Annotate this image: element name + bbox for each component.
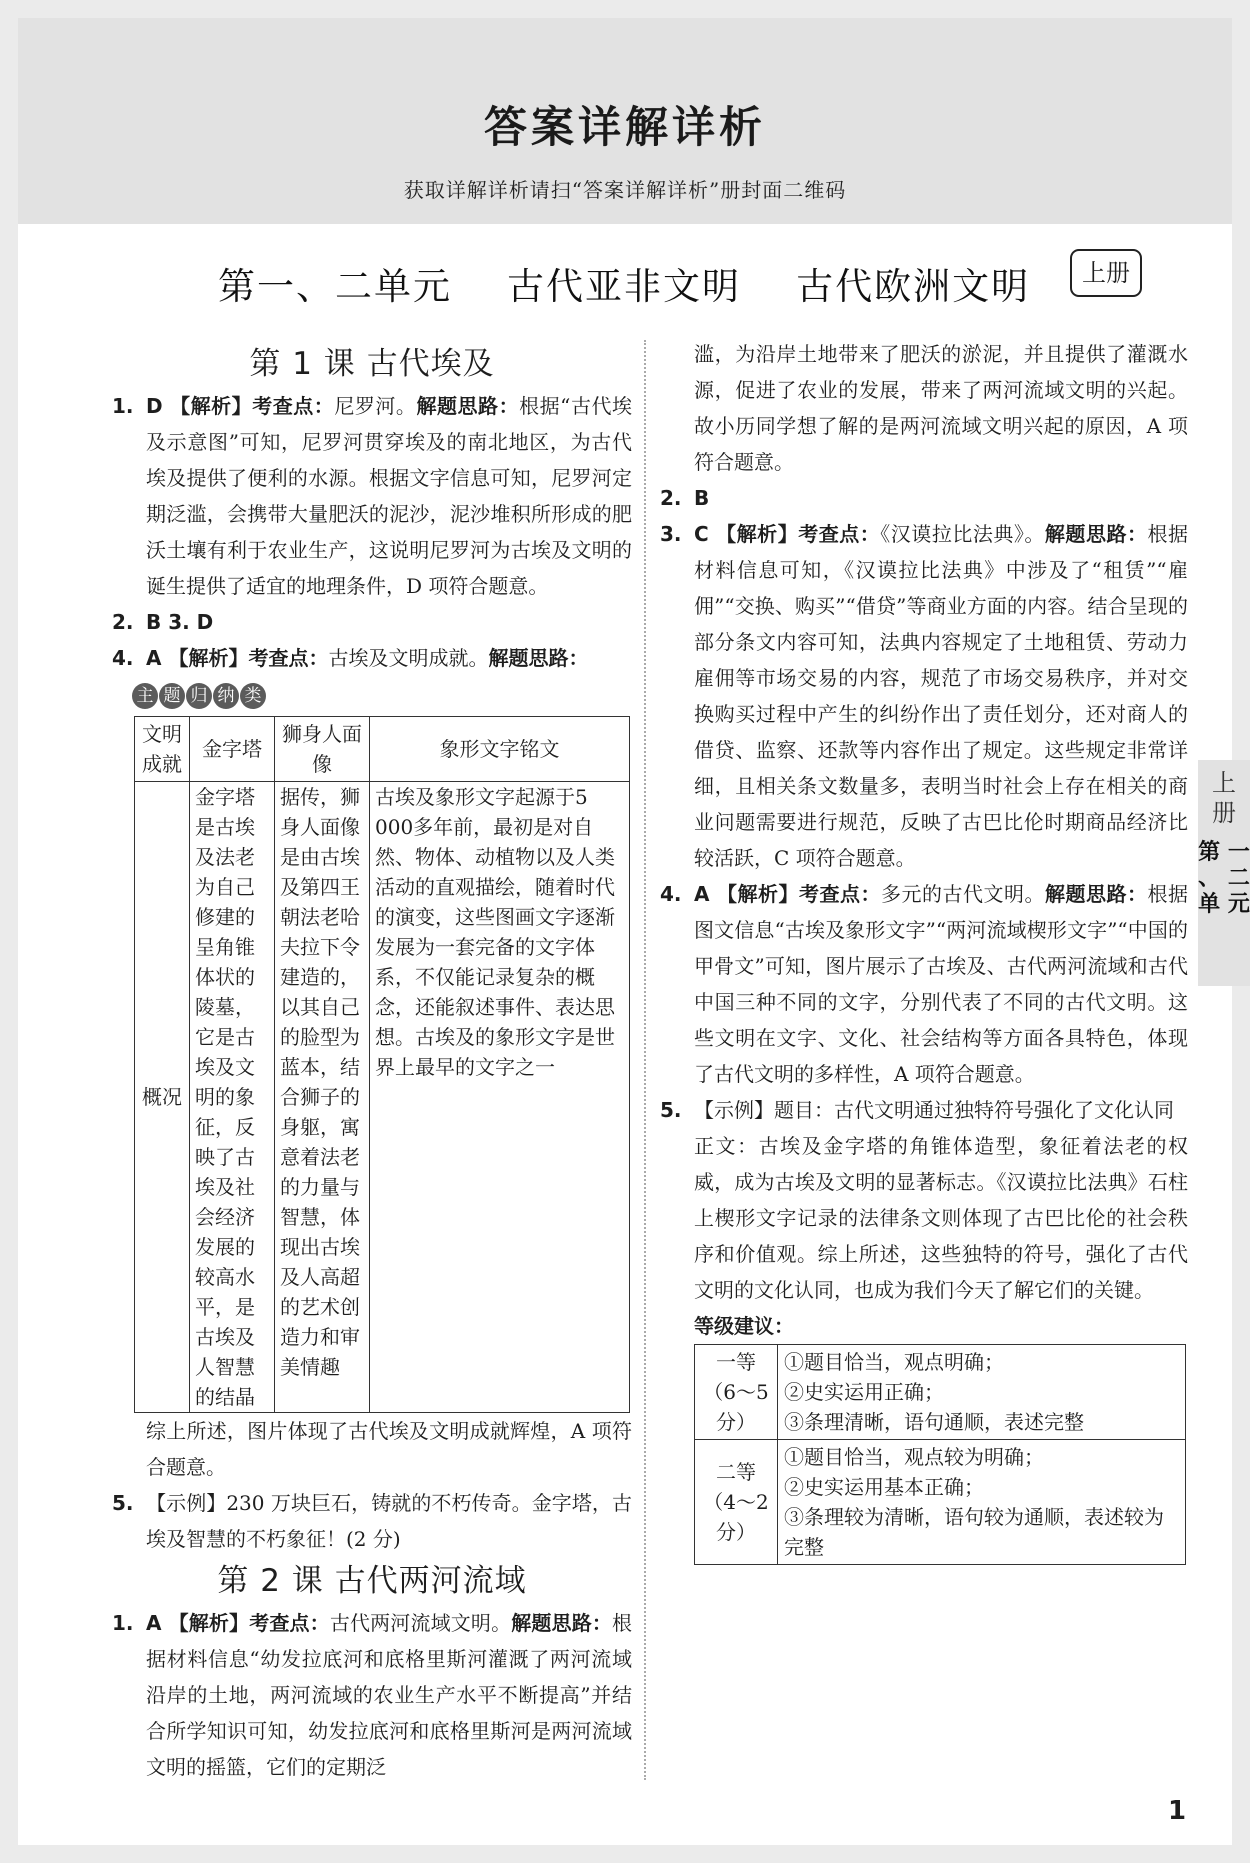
grade-table bbox=[694, 1344, 1186, 1565]
row-label: 概况 bbox=[135, 782, 190, 1413]
criteria-item: ③条理清晰，语句通顺，表述完整 bbox=[784, 1410, 1084, 1434]
side-tab-volume: 上 册 bbox=[1212, 769, 1236, 827]
table-cell: 据传，狮身人面像是由古埃及第四王朝法老哈夫拉下令建造的，以其自己的脸型为蓝本，结合狮子的身躯，寓意着法老的力量与智慧，体现出古埃及人高超的艺术创造力和审美情趣 bbox=[275, 782, 370, 1413]
solution-text: 根据“古代埃及示意图”可知，尼罗河贯穿埃及的南北地区，为古代埃及提供了便利的水源。根据文字信息可知，尼罗河定期泛滥，会携带大量肥沃的泥沙，泥沙堆积所形成的肥沃土壤有利于农业生产，这说明尼罗河为古埃及文明的诞生提供了适宜的地理条件，D 项符合题意。 bbox=[146, 394, 632, 598]
criteria-item: ①题目恰当，观点明确； bbox=[784, 1350, 1004, 1374]
exam-point: 多元的古代文明。 bbox=[880, 882, 1045, 906]
question-number: 5. bbox=[660, 1098, 682, 1122]
lesson2-q4 bbox=[660, 876, 1188, 1092]
side-tab-unit: 第 一 、 二 单 元 bbox=[1198, 840, 1250, 917]
grade-label bbox=[660, 1308, 1188, 1344]
tag-char: 归 bbox=[186, 683, 212, 709]
page-title: 答案详解详析 bbox=[484, 103, 766, 153]
criteria-item: ③条理较为清晰，语句较为通顺，表述较为完整 bbox=[784, 1505, 1164, 1559]
exam-point: 《汉谟拉比法典》。 bbox=[880, 522, 1045, 546]
grade-level: 一等 （6～5 分） bbox=[695, 1345, 778, 1440]
answer-key: A 【解析】考查点： bbox=[694, 882, 881, 906]
table-row bbox=[135, 782, 630, 1413]
tag-char: 主 bbox=[132, 683, 158, 709]
sample-answer: 【示例】230 万块巨石，铸就的不朽传奇。金字塔，古埃及智慧的不朽象征！(2 分) bbox=[146, 1491, 632, 1551]
topic-summary-tag bbox=[112, 676, 632, 716]
question-number: 1. bbox=[112, 1611, 134, 1635]
question-number: 4. bbox=[660, 882, 682, 906]
solution-label: 解题思路： bbox=[1045, 882, 1148, 906]
answer-key: A 【解析】考查点： bbox=[146, 646, 329, 670]
lesson1-q1 bbox=[112, 388, 632, 604]
question-number: 4. bbox=[112, 646, 134, 670]
answer-key: B 3. D bbox=[146, 610, 214, 634]
answer-key: B bbox=[694, 486, 710, 510]
lesson2-q1-continued: 滥，为沿岸土地带来了肥沃的淤泥，并且提供了灌溉水源，促进了农业的发展，带来了两河流域文明的兴起。故小历同学想了解的是两河流域文明兴起的原因，A 项符合题意。 bbox=[694, 342, 1188, 474]
right-column bbox=[660, 336, 1188, 1565]
answer-key: A 【解析】考查点： bbox=[146, 1611, 330, 1635]
lesson2-q3 bbox=[660, 516, 1188, 876]
volume-badge: 上册 bbox=[1070, 249, 1142, 297]
table-corner: 文明成就 bbox=[135, 717, 190, 782]
achievement-table bbox=[134, 716, 630, 1413]
question-number: 3. bbox=[660, 522, 682, 546]
solution-text: 根据材料信息可知，《汉谟拉比法典》中涉及了“租赁”“雇佣”“交换、购买”“借贷”等商业方面的内容。结合呈现的部分条文内容可知，法典内容规定了土地租赁、劳动力雇佣等市场交易的内容，规范了市场交易秩序，并对交换购买过程中产生的纠纷作出了责任划分，还对商人的借贷、监察、还款等内容作出了规定。这些规定非常详细，且相关条文数量多，表明当时社会上存在相关的商业问题需要进行规范，反映了古巴比伦时期商品经济比较活跃，C 项符合题意。 bbox=[694, 522, 1189, 870]
answer-key: D 【解析】考查点： bbox=[146, 394, 335, 418]
table-cell: 金字塔是古埃及法老为自己修建的呈角锥体状的陵墓，它是古埃及文明的象征，反映了古埃及社会经济发展的较高水平，是古埃及人智慧的结晶 bbox=[190, 782, 275, 1413]
side-tab bbox=[1198, 760, 1250, 986]
question-number: 1. bbox=[112, 394, 134, 418]
solution-label: 解题思路： bbox=[511, 1611, 613, 1635]
page-number: 1 bbox=[1168, 1796, 1187, 1826]
sample-title: 【示例】题目：古代文明通过独特符号强化了文化认同 bbox=[694, 1098, 1174, 1122]
question-number: 2. bbox=[112, 610, 134, 634]
table-header: 象形文字铭文 bbox=[370, 717, 630, 782]
lesson2-q2 bbox=[660, 480, 1188, 516]
solution-label: 解题思路： bbox=[1044, 522, 1148, 546]
grade-criteria bbox=[778, 1345, 1186, 1440]
table-row bbox=[695, 1345, 1186, 1440]
solution-label: 解题思路： bbox=[488, 646, 589, 670]
table-header: 狮身人面像 bbox=[275, 717, 370, 782]
table-header: 金字塔 bbox=[190, 717, 275, 782]
answer-key: C 【解析】考查点： bbox=[694, 522, 881, 546]
exam-point: 尼罗河。 bbox=[334, 394, 417, 418]
table-row bbox=[695, 1440, 1186, 1565]
grade-criteria bbox=[778, 1440, 1186, 1565]
question-number: 2. bbox=[660, 486, 682, 510]
page-subtitle: 获取详解详析请扫“答案详解详析”册封面二维码 bbox=[403, 178, 847, 202]
exam-point: 古代两河流域文明。 bbox=[329, 1611, 512, 1635]
lesson1-q2-q3 bbox=[112, 604, 632, 640]
tag-char: 纳 bbox=[213, 683, 239, 709]
lesson1-q4 bbox=[112, 640, 632, 676]
criteria-item: ②史实运用正确； bbox=[784, 1380, 944, 1404]
lesson2-q1 bbox=[112, 1605, 632, 1785]
column-divider bbox=[644, 340, 646, 1780]
lesson1-title: 第 1 课 古代埃及 bbox=[249, 346, 495, 382]
solution-text: 根据图文信息“古埃及象形文字”“两河流域楔形文字”“中国的甲骨文”可知，图片展示了古埃及、古代两河流域和古代中国三种不同的文字，分别代表了不同的古代文明。这些文明在文字、文化、社会结构等方面各具特色，体现了古代文明的多样性，A 项符合题意。 bbox=[694, 882, 1189, 1086]
solution-label: 解题思路： bbox=[416, 394, 520, 418]
tag-char: 类 bbox=[240, 683, 266, 709]
question-number: 5. bbox=[112, 1491, 134, 1515]
left-column bbox=[112, 344, 632, 1785]
unit-title: 第一、二单元 古代亚非文明 古代欧洲文明 bbox=[218, 265, 1031, 308]
answer-page bbox=[18, 18, 1250, 1845]
lesson1-q5 bbox=[112, 1485, 632, 1557]
criteria-item: ①题目恰当，观点较为明确； bbox=[784, 1445, 1044, 1469]
table-header-row bbox=[135, 717, 630, 782]
lesson2-title: 第 2 课 古代两河流域 bbox=[217, 1563, 527, 1599]
tag-char: 题 bbox=[159, 683, 185, 709]
grade-label-text: 等级建议： bbox=[694, 1314, 794, 1338]
grade-level: 二等 （4～2 分） bbox=[695, 1440, 778, 1565]
exam-point: 古埃及文明成就。 bbox=[328, 646, 489, 670]
solution-text: 根据材料信息“幼发拉底河和底格里斯河灌溉了两河流域沿岸的土地，两河流域的农业生产水平不断提高”并结合所学知识可知，幼发拉底河和底格里斯河是两河流域文明的摇篮，它们的定期泛 bbox=[146, 1611, 633, 1779]
q4-conclusion: 综上所述，图片体现了古代埃及文明成就辉煌，A 项符合题意。 bbox=[146, 1419, 632, 1479]
sample-body: 正文：古埃及金字塔的角锥体造型，象征着法老的权威，成为古埃及文明的显著标志。《汉谟拉比法典》石柱上楔形文字记录的法律条文则体现了古巴比伦的社会秩序和价值观。综上所述，这些独特的符号，强化了古代文明的文化认同，也成为我们今天了解它们的关键。 bbox=[694, 1134, 1188, 1302]
lesson2-q5 bbox=[660, 1092, 1188, 1128]
table-cell: 古埃及象形文字起源于5 000多年前，最初是对自然、物体、动植物以及人类活动的直观描绘，随着时代的演变，这些图画文字逐渐发展为一套完备的文字体系，不仅能记录复杂的概念，还能叙述事件、表达思想。古埃及的象形文字是世界上最早的文字之一 bbox=[370, 782, 630, 1413]
criteria-item: ②史实运用基本正确； bbox=[784, 1475, 984, 1499]
